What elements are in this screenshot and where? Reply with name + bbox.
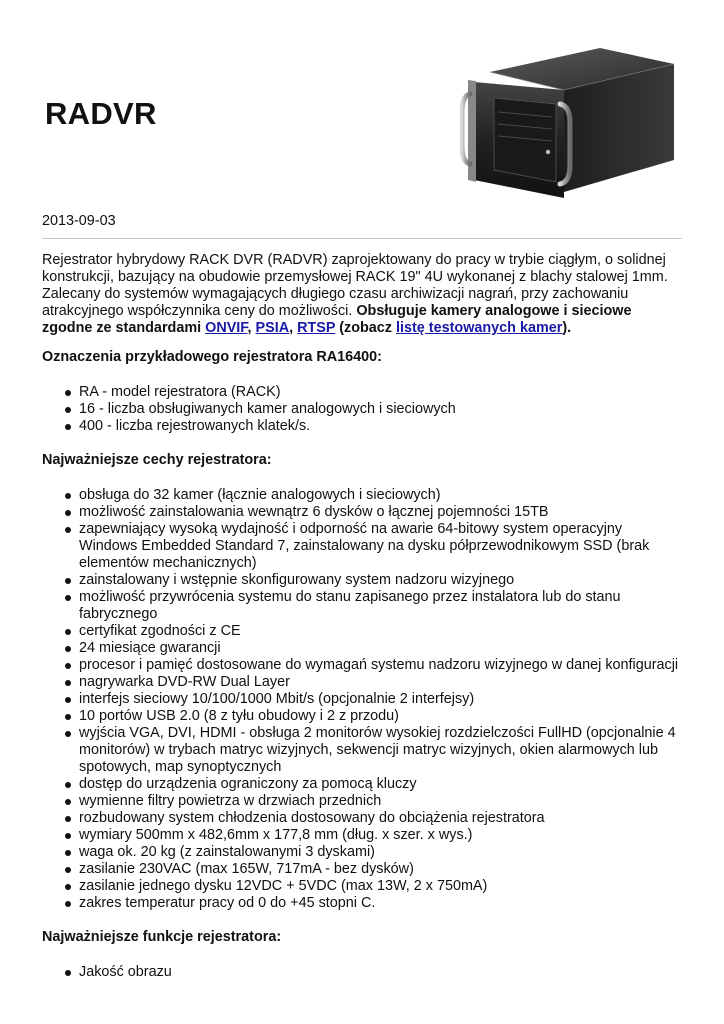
list-item: RA - model rejestratora (RACK) [79, 384, 682, 401]
list-item: interfejs sieciowy 10/100/1000 Mbit/s (opcjonalnie 2 interfejsy) [79, 691, 682, 708]
intro-bold-text: Obsługuje kamery analogowe i sieciowe zgodne ze standardami [42, 303, 632, 336]
section-heading-functions: Najważniejsze funkcje rejestratora: [42, 929, 282, 945]
intro-separator: , [247, 320, 256, 336]
intro-paragraph [42, 252, 682, 337]
list-item: Jakość obrazu [79, 964, 682, 981]
list-item: zapewniający wysoką wydajność i odporność na awarie 64-bitowy system operacyjny Windows Embedded Standard 7, zainstalowany na dysku półprzewodnikowym SSD (brak elementów mechanicznych) [79, 521, 682, 572]
list-item: 24 miesiące gwarancji [79, 640, 682, 657]
list-item: 10 portów USB 2.0 (8 z tyłu obudowy i 2 z przodu) [79, 708, 682, 725]
list-item: wymiary 500mm x 482,6mm x 177,8 mm (dług. x szer. x wys.) [79, 827, 682, 844]
list-item: procesor i pamięć dostosowane do wymagań systemu nadzoru wizyjnego w danej konfiguracji [79, 657, 682, 674]
list-item: wymienne filtry powietrza w drzwiach przednich [79, 793, 682, 810]
list-item: waga ok. 20 kg (z zainstalowanymi 3 dyskami) [79, 844, 682, 861]
list-item: wyjścia VGA, DVI, HDMI - obsługa 2 monitorów wysokiej rozdzielczości FullHD (opcjonalnie 4 monitorów) w trybach matryc wizyjnych, sekwencji matryc wizyjnych, okien alarmowych lub spotowych, map synoptycznych [79, 725, 682, 776]
list-item: zakres temperatur pracy od 0 do +45 stopni C. [79, 895, 682, 912]
intro-close-text: ). [562, 320, 572, 336]
list-item: zasilanie jednego dysku 12VDC + 5VDC (max 13W, 2 x 750mA) [79, 878, 682, 895]
section-heading-features: Najważniejsze cechy rejestratora: [42, 452, 272, 468]
list-item: zainstalowany i wstępnie skonfigurowany system nadzoru wizyjnego [79, 572, 682, 589]
list-item: dostęp do urządzenia ograniczony za pomocą kluczy [79, 776, 682, 793]
intro-text: Rejestrator hybrydowy RACK DVR (RADVR) zaprojektowany do pracy w trybie ciągłym, o solidnej konstrukcji, bazujący na obudowie przemysłowej RACK 19" 4U wykonanej z blachy stalowej 1mm. Zalecany do systemów wymagających długiego czasu archiwizacji nagrań, przy zachowaniu atrakcyjnego współczynnika ceny do możliwości. [42, 252, 668, 319]
publish-date: 2013-09-03 [42, 213, 116, 229]
tested-cameras-link[interactable]: listę testowanych kamer [396, 320, 563, 336]
functions-list [42, 964, 682, 981]
section-heading-designations: Oznaczenia przykładowego rejestratora RA16400: [42, 349, 382, 365]
intro-separator: , [289, 320, 298, 336]
article-body [42, 252, 682, 981]
list-item: nagrywarka DVD-RW Dual Layer [79, 674, 682, 691]
list-item: 16 - liczba obsługiwanych kamer analogowych i sieciowych [79, 401, 682, 418]
divider [42, 238, 682, 239]
page-title: RADVR [45, 96, 157, 131]
list-item: możliwość zainstalowania wewnątrz 6 dysków o łącznej pojemności 15TB [79, 504, 682, 521]
rtsp-link[interactable]: RTSP [297, 320, 336, 336]
designations-list [42, 384, 682, 435]
list-item: możliwość przywrócenia systemu do stanu zapisanego przez instalatora lub do stanu fabrycznego [79, 589, 682, 623]
list-item: 400 - liczba rejestrowanych klatek/s. [79, 418, 682, 435]
psia-link[interactable]: PSIA [255, 320, 290, 336]
list-item: zasilanie 230VAC (max 165W, 717mA - bez dysków) [79, 861, 682, 878]
rack-dvr-product-image [460, 42, 678, 212]
onvif-link[interactable]: ONVIF [205, 320, 248, 336]
features-list [42, 487, 682, 912]
intro-see-text: (zobacz [335, 320, 397, 336]
list-item: certyfikat zgodności z CE [79, 623, 682, 640]
list-item: obsługa do 32 kamer (łącznie analogowych i sieciowych) [79, 487, 682, 504]
list-item: rozbudowany system chłodzenia dostosowany do obciążenia rejestratora [79, 810, 682, 827]
